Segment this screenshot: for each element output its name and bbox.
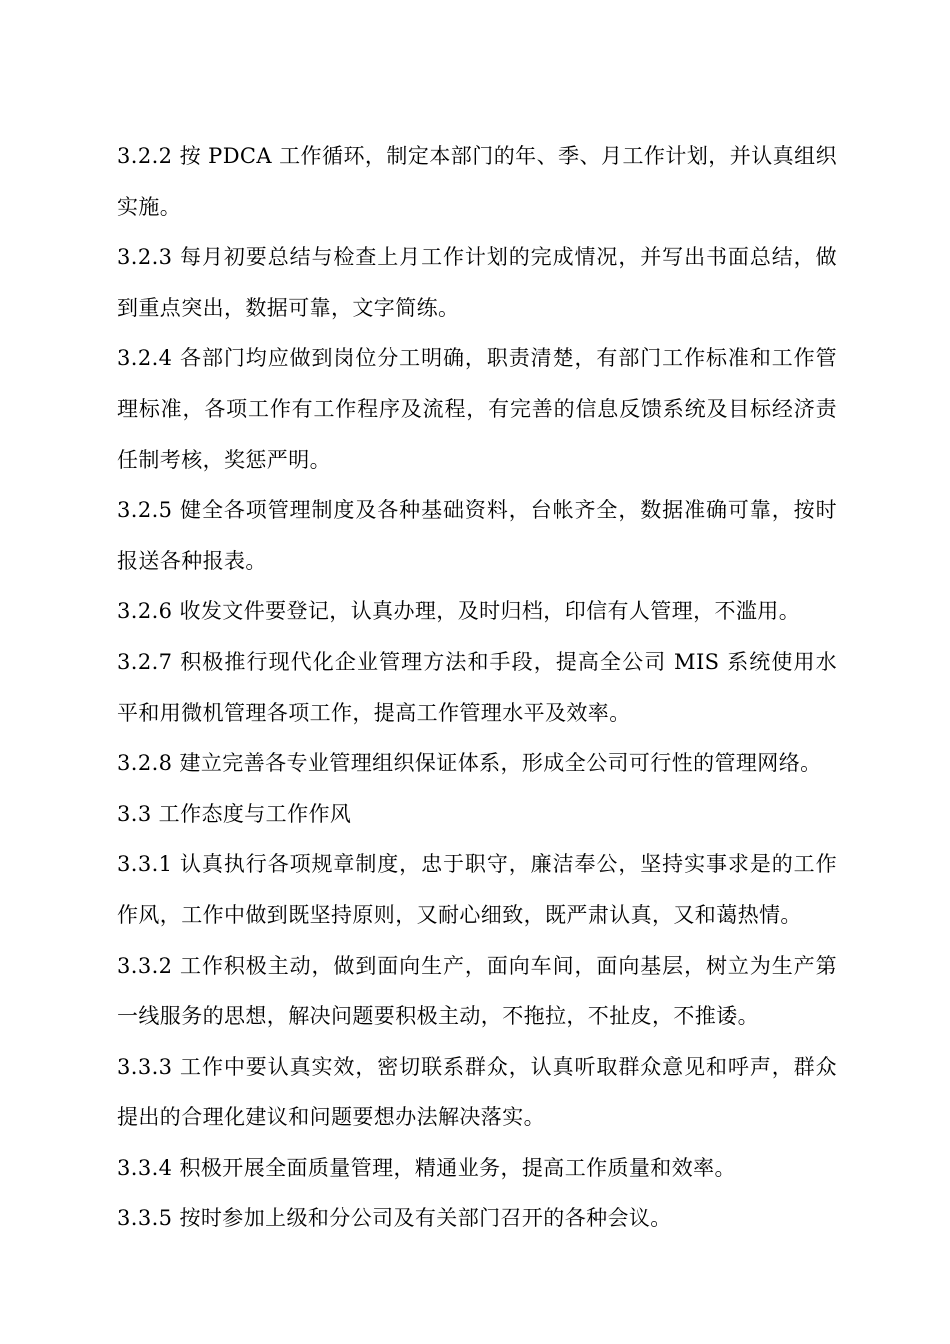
clause-3-3-5: 3.3.5 按时参加上级和分公司及有关部门召开的各种会议。	[117, 1206, 672, 1231]
clause-3-2-3: 3.2.3 每月初要总结与检查上月工作计划的完成情况，并写出书面总结，做到重点突出，数据可靠，文字简练。	[117, 245, 837, 320]
document-body	[117, 131, 837, 1244]
clause-3-2-8: 3.2.8 建立完善各专业管理组织保证体系，形成全公司可行性的管理网络。	[117, 751, 822, 776]
clause-3-2-5: 3.2.5 健全各项管理制度及各种基础资料，台帐齐全，数据准确可靠，按时报送各种报表。	[117, 498, 837, 573]
clause-3-3-1: 3.3.1 认真执行各项规章制度，忠于职守，廉洁奉公，坚持实事求是的工作作风，工作中做到既坚持原则，又耐心细致，既严肃认真，又和蔼热情。	[117, 852, 837, 927]
clause-3-3-4: 3.3.4 积极开展全面质量管理，精通业务，提高工作质量和效率。	[117, 1155, 736, 1180]
clause-3-3-3: 3.3.3 工作中要认真实效，密切联系群众，认真听取群众意见和呼声，群众提出的合理化建议和问题要想办法解决落实。	[117, 1054, 837, 1130]
section-heading-3-3: 3.3 工作态度与工作作风	[117, 801, 352, 826]
clause-3-3-2: 3.3.2 工作积极主动，做到面向生产，面向车间，面向基层，树立为生产第一线服务的思想，解决问题要积极主动，不拖拉，不扯皮，不推诿。	[117, 953, 837, 1029]
clause-3-2-7: 3.2.7 积极推行现代化企业管理方法和手段，提高全公司 MIS 系统使用水平和用微机管理各项工作，提高工作管理水平及效率。	[117, 649, 837, 725]
clause-3-2-4: 3.2.4 各部门均应做到岗位分工明确，职责清楚，有部门工作标准和工作管理标准，各项工作有工作程序及流程，有完善的信息反馈系统及目标经济责任制考核，奖惩严明。	[117, 346, 837, 472]
clause-3-2-6: 3.2.6 收发文件要登记，认真办理，及时归档，印信有人管理，不滥用。	[117, 599, 801, 624]
clause-3-2-2: 3.2.2 按 PDCA 工作循环，制定本部门的年、季、月工作计划，并认真组织实施。	[117, 144, 837, 219]
